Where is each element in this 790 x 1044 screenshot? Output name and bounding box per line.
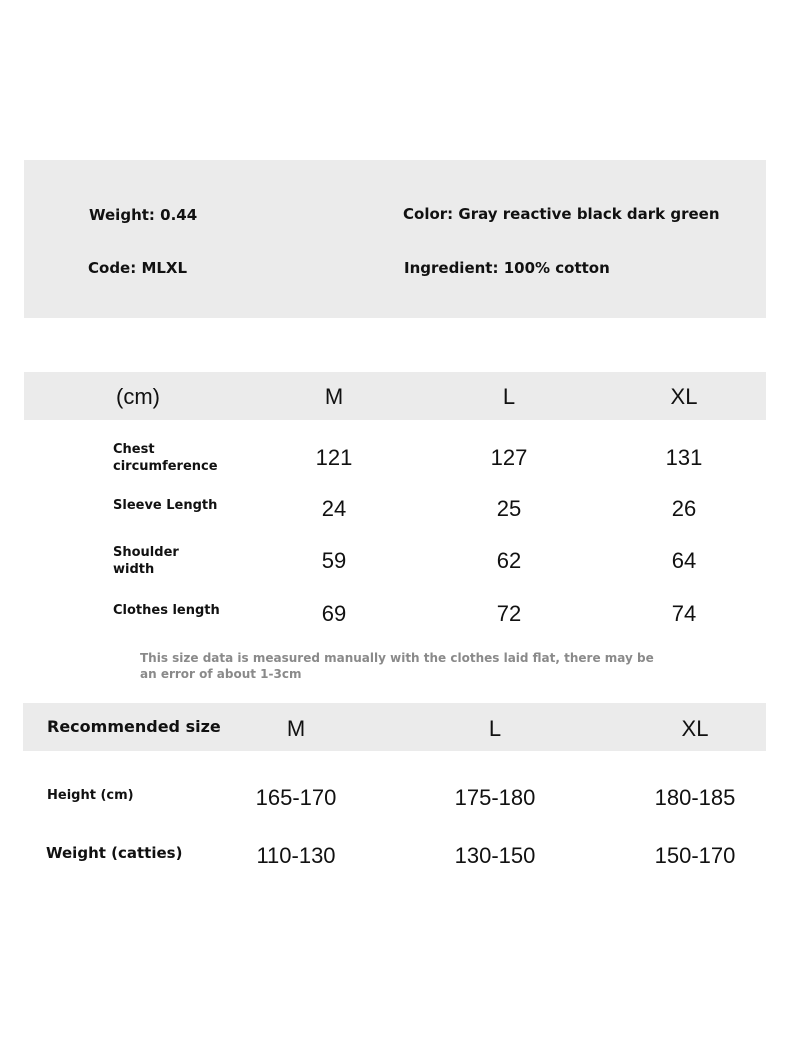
table-cell: 110-130 — [256, 843, 336, 868]
size-header-l: L — [502, 384, 516, 409]
table-cell: 25 — [496, 496, 522, 521]
table-cell: 64 — [671, 548, 697, 573]
size-header-xl: XL — [670, 384, 698, 409]
measurement-note: This size data is measured manually with the clothes laid flat, there may be an error of about 1-3cm — [140, 651, 654, 681]
table-cell: 175-180 — [454, 785, 536, 810]
code-info: Code: MLXL — [88, 259, 188, 277]
table-cell: 26 — [671, 496, 697, 521]
recommended-size-header: Recommended size — [47, 717, 221, 736]
row-label-chest: Chest circumference — [113, 442, 218, 474]
row-label-weight: Weight (catties) — [46, 844, 183, 862]
unit-header: (cm) — [116, 384, 160, 409]
product-info-panel — [24, 160, 766, 318]
recommend-header-l: L — [488, 716, 502, 741]
table-cell: 150-170 — [654, 843, 736, 868]
ingredient-info: Ingredient: 100% cotton — [404, 259, 610, 277]
row-label-shoulder: Shoulder width — [113, 545, 179, 577]
row-label-sleeve: Sleeve Length — [113, 498, 218, 513]
recommend-header-m: M — [286, 716, 306, 741]
table-cell: 72 — [496, 601, 522, 626]
recommend-header-xl: XL — [681, 716, 709, 741]
row-label-length: Clothes length — [113, 603, 220, 618]
table-cell: 24 — [321, 496, 347, 521]
row-label-height: Height (cm) — [47, 788, 134, 803]
table-cell: 180-185 — [654, 785, 736, 810]
table-cell: 59 — [321, 548, 347, 573]
table-cell: 121 — [315, 445, 353, 470]
color-info: Color: Gray reactive black dark green — [403, 205, 720, 223]
table-cell: 165-170 — [255, 785, 337, 810]
table-cell: 127 — [490, 445, 528, 470]
table-cell: 69 — [321, 601, 347, 626]
table-cell: 130-150 — [454, 843, 536, 868]
table-cell: 131 — [665, 445, 703, 470]
table-cell: 74 — [671, 601, 697, 626]
table-cell: 62 — [496, 548, 522, 573]
weight-info: Weight: 0.44 — [89, 206, 198, 224]
size-header-m: M — [324, 384, 344, 409]
